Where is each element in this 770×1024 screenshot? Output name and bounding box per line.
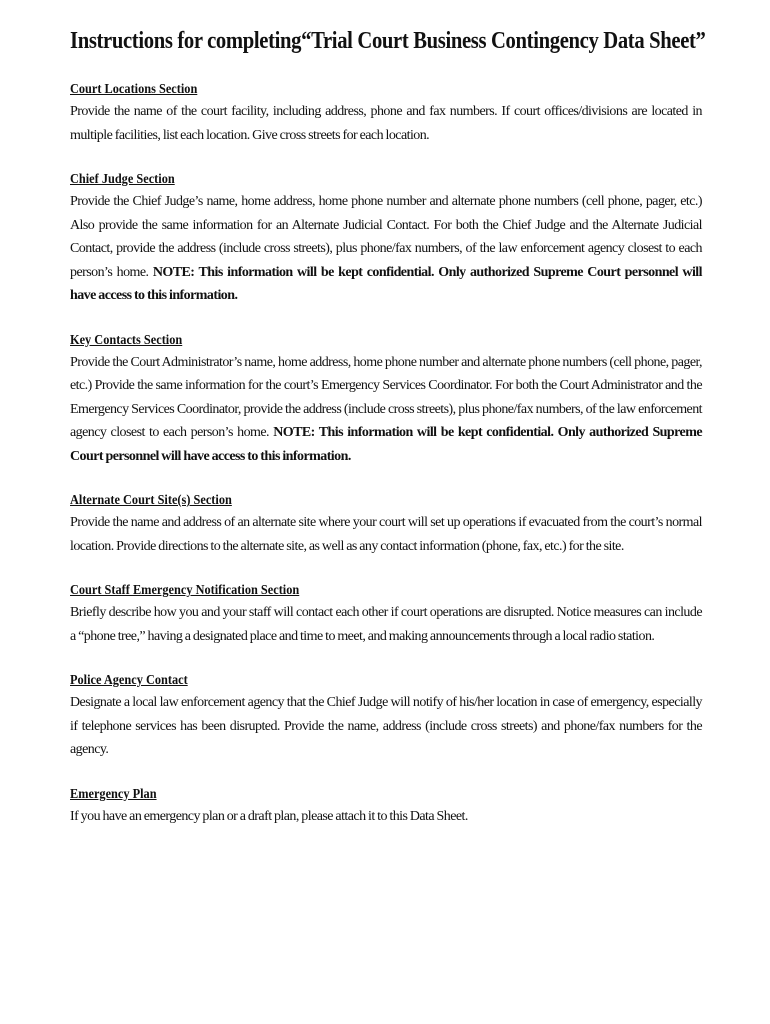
section-text: Briefly describe how you and your staff will contact each other if court operations are disrupted. Notice measures can include a “phone tree,” having a designated place and time to meet, and making announcements through a local radio station. <box>70 605 702 644</box>
confidential-note: NOTE: This information will be kept confidential. Only authorized Supreme Court personnel will have access to this information. <box>70 425 703 464</box>
section-emergency-plan <box>70 785 702 829</box>
section-key-contacts <box>70 331 702 469</box>
section-heading: Police Agency Contact <box>70 673 188 688</box>
section-heading: Court Staff Emergency Notification Section <box>70 583 300 598</box>
section-text: Provide the name and address of an alternate site where your court will set up operations if evacuated from the court’s normal location. Provide directions to the alternate site, as well as any contact information (phone, fax, etc.) for the site. <box>70 515 702 554</box>
section-text: Provide the Court Administrator’s name, home address, home phone number and alternate phone numbers (cell phone, pager, etc.) Provide the same information for the court’s Emergency Services Coordinator. For both the Court Administrator and the Emergency Services Coordinator, provide the address (include cross streets), plus phone/fax numbers, of the law enforcement agency closest to each person’s home. <box>70 354 702 440</box>
document-page <box>70 24 706 851</box>
document-title: Instructions for completing“Trial Court Business Contingency Data Sheet” <box>70 28 706 54</box>
section-text: Provide the name of the court facility, including address, phone and fax numbers. If court offices/divisions are located in multiple facilities, list each location. Give cross streets for each location. <box>70 104 702 143</box>
section-heading: Emergency Plan <box>70 786 157 802</box>
section-text: Provide the Chief Judge’s name, home address, home phone number and alternate phone numbers (cell phone, pager, etc.) Also provide the same information for an Alternate Judicial Contact. For both the Chief Judge and the Alternate Judicial Contact, provide the address (include cross streets), plus phone/fax numbers, of the law enforcement agency closest to each person’s home. <box>70 194 702 280</box>
section-heading: Key Contacts Section <box>70 332 183 348</box>
section-body <box>70 351 702 469</box>
section-body <box>70 805 702 829</box>
section-body <box>70 601 702 648</box>
section-body <box>70 511 702 558</box>
section-text: Designate a local law enforcement agency that the Chief Judge will notify of his/her location in case of emergency, especially if telephone services has been disrupted. Provide the name, address (include cross streets) and phone/fax numbers for the agency. <box>70 695 702 757</box>
confidential-note: NOTE: This information will be kept confidential. Only authorized Supreme Court personnel will have access to this information. <box>70 264 702 303</box>
section-alternate-court-sites <box>70 491 702 558</box>
section-body <box>70 190 702 308</box>
section-court-locations <box>70 80 702 147</box>
section-chief-judge <box>70 170 702 308</box>
section-heading: Alternate Court Site(s) Section <box>70 493 232 508</box>
section-body <box>70 100 702 147</box>
section-heading: Chief Judge Section <box>70 172 175 187</box>
section-police-agency-contact <box>70 671 702 762</box>
section-staff-emergency-notification <box>70 581 702 648</box>
section-body <box>70 691 702 762</box>
section-text: If you have an emergency plan or a draft plan, please attach it to this Data Sheet. <box>70 808 468 824</box>
section-heading: Court Locations Section <box>70 82 198 97</box>
